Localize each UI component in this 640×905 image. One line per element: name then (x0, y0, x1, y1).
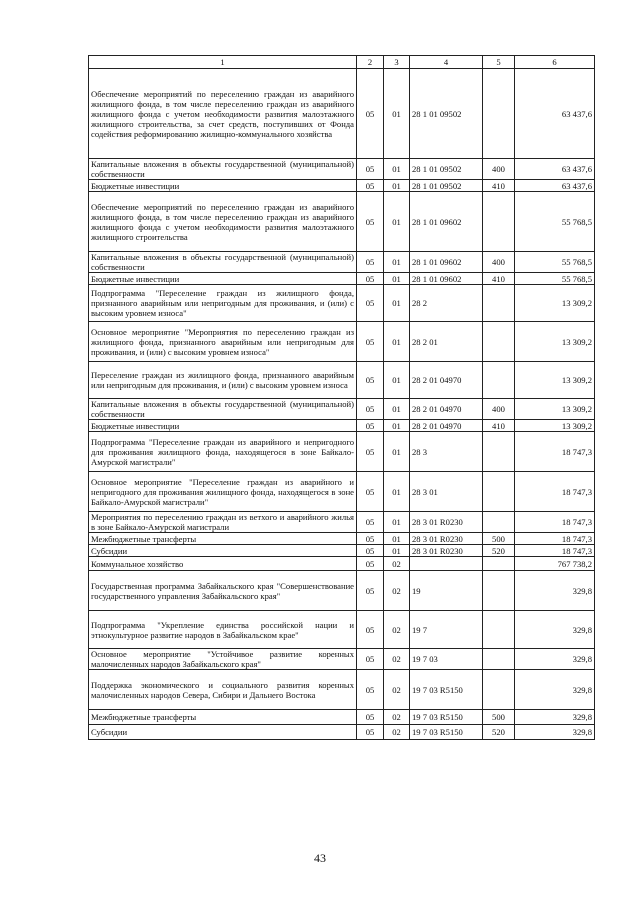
row-name-cell: Капитальные вложения в объекты государственной (муниципальной) собственности (89, 159, 357, 180)
row-section-cell: 05 (357, 649, 384, 670)
row-name-cell: Подпрограмма "Переселение граждан из жилищного фонда, признанного аварийным или непригодным для проживания, и (или) с высоким уровнем износа" (89, 285, 357, 322)
row-name-cell: Межбюджетные трансферты (89, 533, 357, 545)
row-amount-cell: 18 747,3 (515, 545, 595, 557)
row-target-article-cell: 28 2 (410, 285, 483, 322)
row-section-cell: 05 (357, 362, 384, 399)
row-expense-type-cell: 520 (483, 725, 515, 740)
row-target-article-cell: 28 1 01 09502 (410, 180, 483, 192)
page-number: 43 (314, 851, 326, 865)
row-amount-cell: 329,8 (515, 725, 595, 740)
row-amount-cell: 329,8 (515, 670, 595, 710)
row-name-cell: Обеспечение мероприятий по переселению граждан из аварийного жилищного фонда, в том числе переселению граждан из аварийного жилищного фонда с учетом необходимости развития малоэтажного жилищного строительства, за счет средств, поступивших от Фонда содействия реформированию жилищно-коммунального хозяйства (89, 69, 357, 159)
row-section-cell: 05 (357, 670, 384, 710)
row-name-cell: Основное мероприятие "Переселение граждан из аварийного и непригодного для проживания жилищного фонда, находящегося в зоне Байкало-Амурской магистрали" (89, 472, 357, 512)
row-expense-type-cell (483, 322, 515, 362)
row-section-cell: 05 (357, 432, 384, 472)
row-target-article-cell: 28 1 01 09602 (410, 273, 483, 285)
row-amount-cell: 767 738,2 (515, 557, 595, 571)
row-subsection-cell: 01 (384, 252, 410, 273)
row-target-article-cell: 19 7 03 R5150 (410, 710, 483, 725)
table-row (89, 180, 595, 192)
row-name-cell: Подпрограмма "Переселение граждан из аварийного и непригодного для проживания жилищного фонда, находящегося в зоне Байкало-Амурской магистрали" (89, 432, 357, 472)
row-expense-type-cell (483, 362, 515, 399)
table-row (89, 571, 595, 611)
row-section-cell: 05 (357, 725, 384, 740)
row-amount-cell: 13 309,2 (515, 285, 595, 322)
row-subsection-cell: 02 (384, 611, 410, 649)
row-name-cell: Переселение граждан из жилищного фонда, признанного аварийным или непригодным для проживания, и (или) с высоким уровнем износа (89, 362, 357, 399)
row-name-cell: Подпрограмма "Укрепление единства российской нации и этнокультурное развитие народов в Забайкальском крае" (89, 611, 357, 649)
row-target-article-cell: 28 2 01 (410, 322, 483, 362)
row-target-article-cell: 28 3 01 R0230 (410, 545, 483, 557)
table-row (89, 399, 595, 420)
table-header-row (89, 56, 595, 69)
row-amount-cell: 13 309,2 (515, 362, 595, 399)
row-expense-type-cell (483, 69, 515, 159)
row-name-cell: Субсидии (89, 545, 357, 557)
row-name-cell: Основное мероприятие "Устойчивое развитие коренных малочисленных народов Забайкальского края" (89, 649, 357, 670)
row-target-article-cell: 19 7 03 R5150 (410, 670, 483, 710)
row-section-cell: 05 (357, 180, 384, 192)
row-subsection-cell: 02 (384, 725, 410, 740)
row-section-cell: 05 (357, 273, 384, 285)
row-expense-type-cell (483, 571, 515, 611)
row-expense-type-cell: 410 (483, 180, 515, 192)
row-target-article-cell (410, 557, 483, 571)
header-cell: 4 (410, 56, 483, 69)
row-subsection-cell: 01 (384, 322, 410, 362)
row-expense-type-cell: 400 (483, 159, 515, 180)
row-target-article-cell: 19 (410, 571, 483, 611)
row-name-cell: Коммунальное хозяйство (89, 557, 357, 571)
table-row (89, 285, 595, 322)
table-row (89, 512, 595, 533)
row-amount-cell: 18 747,3 (515, 432, 595, 472)
row-target-article-cell: 19 7 (410, 611, 483, 649)
row-amount-cell: 18 747,3 (515, 533, 595, 545)
row-amount-cell: 329,8 (515, 710, 595, 725)
row-subsection-cell: 01 (384, 273, 410, 285)
row-target-article-cell: 28 2 01 04970 (410, 399, 483, 420)
row-section-cell: 05 (357, 571, 384, 611)
row-section-cell: 05 (357, 557, 384, 571)
table-row (89, 192, 595, 252)
row-name-cell: Межбюджетные трансферты (89, 710, 357, 725)
row-subsection-cell: 01 (384, 69, 410, 159)
row-target-article-cell: 28 1 01 09602 (410, 252, 483, 273)
row-amount-cell: 63 437,6 (515, 159, 595, 180)
row-name-cell: Бюджетные инвестиции (89, 273, 357, 285)
row-target-article-cell: 28 1 01 09502 (410, 159, 483, 180)
row-expense-type-cell (483, 557, 515, 571)
row-name-cell: Поддержка экономического и социального развития коренных малочисленных народов Севера, Сибири и Дальнего Востока (89, 670, 357, 710)
row-section-cell: 05 (357, 710, 384, 725)
row-amount-cell: 13 309,2 (515, 322, 595, 362)
row-amount-cell: 63 437,6 (515, 69, 595, 159)
row-section-cell: 05 (357, 420, 384, 432)
table-row (89, 649, 595, 670)
row-amount-cell: 55 768,5 (515, 252, 595, 273)
row-subsection-cell: 01 (384, 180, 410, 192)
table-row (89, 472, 595, 512)
row-target-article-cell: 28 1 01 09602 (410, 192, 483, 252)
row-section-cell: 05 (357, 512, 384, 533)
row-amount-cell: 13 309,2 (515, 399, 595, 420)
row-name-cell: Капитальные вложения в объекты государственной (муниципальной) собственности (89, 399, 357, 420)
row-name-cell: Капитальные вложения в объекты государственной (муниципальной) собственности (89, 252, 357, 273)
table-row (89, 545, 595, 557)
row-subsection-cell: 02 (384, 571, 410, 611)
row-expense-type-cell: 410 (483, 420, 515, 432)
row-subsection-cell: 02 (384, 649, 410, 670)
row-subsection-cell: 01 (384, 159, 410, 180)
row-subsection-cell: 02 (384, 670, 410, 710)
header-cell: 5 (483, 56, 515, 69)
row-subsection-cell: 01 (384, 399, 410, 420)
table-row (89, 725, 595, 740)
row-section-cell: 05 (357, 252, 384, 273)
table-row (89, 710, 595, 725)
row-amount-cell: 55 768,5 (515, 192, 595, 252)
header-cell: 3 (384, 56, 410, 69)
row-section-cell: 05 (357, 192, 384, 252)
row-target-article-cell: 28 2 01 04970 (410, 420, 483, 432)
row-section-cell: 05 (357, 472, 384, 512)
table-row (89, 420, 595, 432)
row-name-cell: Бюджетные инвестиции (89, 420, 357, 432)
row-expense-type-cell (483, 472, 515, 512)
table-row (89, 322, 595, 362)
table-row (89, 252, 595, 273)
header-cell: 1 (89, 56, 357, 69)
row-target-article-cell: 28 3 (410, 432, 483, 472)
row-target-article-cell: 28 3 01 (410, 472, 483, 512)
row-amount-cell: 329,8 (515, 571, 595, 611)
row-subsection-cell: 01 (384, 533, 410, 545)
row-subsection-cell: 01 (384, 432, 410, 472)
row-amount-cell: 55 768,5 (515, 273, 595, 285)
row-section-cell: 05 (357, 69, 384, 159)
row-section-cell: 05 (357, 545, 384, 557)
table-body (89, 69, 595, 740)
row-section-cell: 05 (357, 322, 384, 362)
row-expense-type-cell: 400 (483, 252, 515, 273)
row-amount-cell: 18 747,3 (515, 512, 595, 533)
row-subsection-cell: 01 (384, 512, 410, 533)
table-row (89, 69, 595, 159)
row-expense-type-cell (483, 670, 515, 710)
row-name-cell: Субсидии (89, 725, 357, 740)
row-target-article-cell: 19 7 03 (410, 649, 483, 670)
table-row (89, 611, 595, 649)
row-amount-cell: 13 309,2 (515, 420, 595, 432)
row-subsection-cell: 01 (384, 285, 410, 322)
table-row (89, 670, 595, 710)
row-section-cell: 05 (357, 611, 384, 649)
row-expense-type-cell (483, 512, 515, 533)
row-name-cell: Бюджетные инвестиции (89, 180, 357, 192)
row-expense-type-cell: 400 (483, 399, 515, 420)
budget-table (88, 55, 595, 740)
row-subsection-cell: 01 (384, 420, 410, 432)
row-subsection-cell: 02 (384, 557, 410, 571)
table-row (89, 273, 595, 285)
table-row (89, 432, 595, 472)
row-subsection-cell: 01 (384, 362, 410, 399)
row-section-cell: 05 (357, 285, 384, 322)
row-section-cell: 05 (357, 533, 384, 545)
row-expense-type-cell: 500 (483, 533, 515, 545)
row-subsection-cell: 01 (384, 545, 410, 557)
row-target-article-cell: 28 2 01 04970 (410, 362, 483, 399)
row-target-article-cell: 28 3 01 R0230 (410, 533, 483, 545)
table-row (89, 159, 595, 180)
header-cell: 2 (357, 56, 384, 69)
row-expense-type-cell (483, 285, 515, 322)
row-subsection-cell: 01 (384, 192, 410, 252)
header-cell: 6 (515, 56, 595, 69)
row-expense-type-cell: 500 (483, 710, 515, 725)
row-section-cell: 05 (357, 399, 384, 420)
row-target-article-cell: 28 3 01 R0230 (410, 512, 483, 533)
row-target-article-cell: 28 1 01 09502 (410, 69, 483, 159)
row-name-cell: Обеспечение мероприятий по переселению граждан из аварийного жилищного фонда, в том числе переселению граждан из аварийного жилищного фонда с учетом необходимости развития малоэтажного жилищного строительства (89, 192, 357, 252)
row-target-article-cell: 19 7 03 R5150 (410, 725, 483, 740)
row-name-cell: Мероприятия по переселению граждан из ветхого и аварийного жилья в зоне Байкало-Амурской магистрали (89, 512, 357, 533)
row-name-cell: Государственная программа Забайкальского края "Совершенствование государственного управления Забайкальского края" (89, 571, 357, 611)
row-section-cell: 05 (357, 159, 384, 180)
row-expense-type-cell (483, 649, 515, 670)
table-row (89, 557, 595, 571)
row-expense-type-cell: 410 (483, 273, 515, 285)
row-expense-type-cell (483, 611, 515, 649)
row-amount-cell: 329,8 (515, 611, 595, 649)
row-amount-cell: 63 437,6 (515, 180, 595, 192)
row-expense-type-cell (483, 192, 515, 252)
table-row (89, 362, 595, 399)
table-row (89, 533, 595, 545)
row-expense-type-cell (483, 432, 515, 472)
row-amount-cell: 329,8 (515, 649, 595, 670)
row-amount-cell: 18 747,3 (515, 472, 595, 512)
row-subsection-cell: 01 (384, 472, 410, 512)
row-subsection-cell: 02 (384, 710, 410, 725)
row-name-cell: Основное мероприятие "Мероприятия по переселению граждан из жилищного фонда, признанного аварийным или непригодным для проживания, и (или) с высоким уровнем износа" (89, 322, 357, 362)
row-expense-type-cell: 520 (483, 545, 515, 557)
